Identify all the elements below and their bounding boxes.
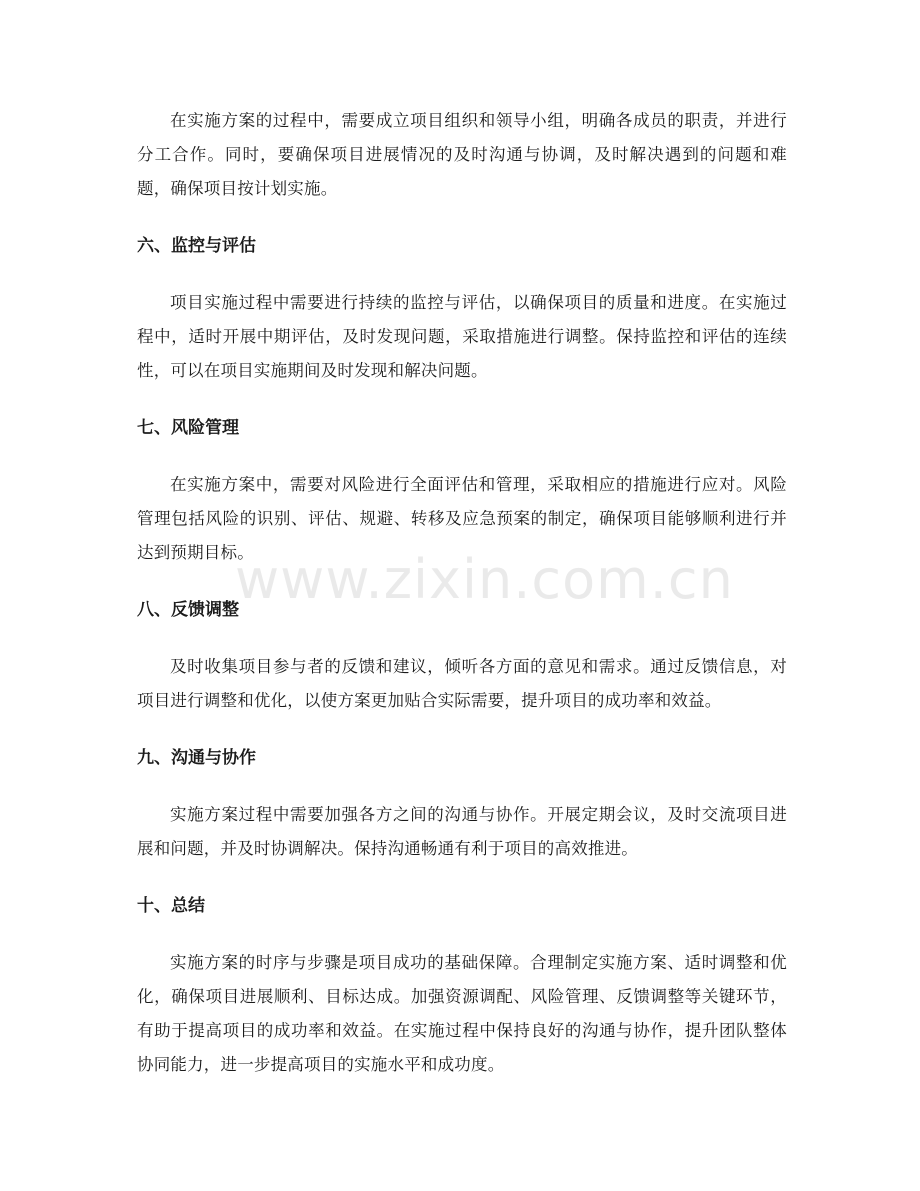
section-10-paragraph: 实施方案的时序与步骤是项目成功的基础保障。合理制定实施方案、适时调整和优化，确保项目进展顺利、目标达成。加强资源调配、风险管理、反馈调整等关键环节，有助于提高项目的成功率和效益。在实施过程中保持良好的沟通与协作，提升团队整体协同能力，进一步提高项目的实施水平和成功度。 [137,953,787,1074]
intro-paragraph: 在实施方案的过程中，需要成立项目组织和领导小组，明确各成员的职责，并进行分工合作。同时，要确保项目进展情况的及时沟通与协调，及时解决遇到的问题和难题，确保项目按计划实施。 [137,111,787,198]
watermark-text: www.zixin.com.cn [235,548,734,611]
section-8-paragraph: 及时收集项目参与者的反馈和建议，倾听各方面的意见和需求。通过反馈信息，对项目进行调整和优化，以使方案更加贴合实际需要，提升项目的成功率和效益。 [137,657,787,710]
section-6-heading: 六、监控与评估 [137,236,256,256]
section-8-heading: 八、反馈调整 [137,600,239,620]
section-10-heading: 十、总结 [137,896,205,916]
section-7-paragraph: 在实施方案中，需要对风险进行全面评估和管理，采取相应的措施进行应对。风险管理包括风险的识别、评估、规避、转移及应急预案的制定，确保项目能够顺利进行并达到预期目标。 [137,475,787,562]
section-9-heading: 九、沟通与协作 [137,748,256,768]
section-7-heading: 七、风险管理 [137,418,239,438]
section-6-paragraph: 项目实施过程中需要进行持续的监控与评估，以确保项目的质量和进度。在实施过程中，适时开展中期评估，及时发现问题，采取措施进行调整。保持监控和评估的连续性，可以在项目实施期间及时发现和解决问题。 [137,293,787,380]
section-9-paragraph: 实施方案过程中需要加强各方之间的沟通与协作。开展定期会议，及时交流项目进展和问题，并及时协调解决。保持沟通畅通有利于项目的高效推进。 [137,805,787,858]
document-body [137,104,787,1082]
